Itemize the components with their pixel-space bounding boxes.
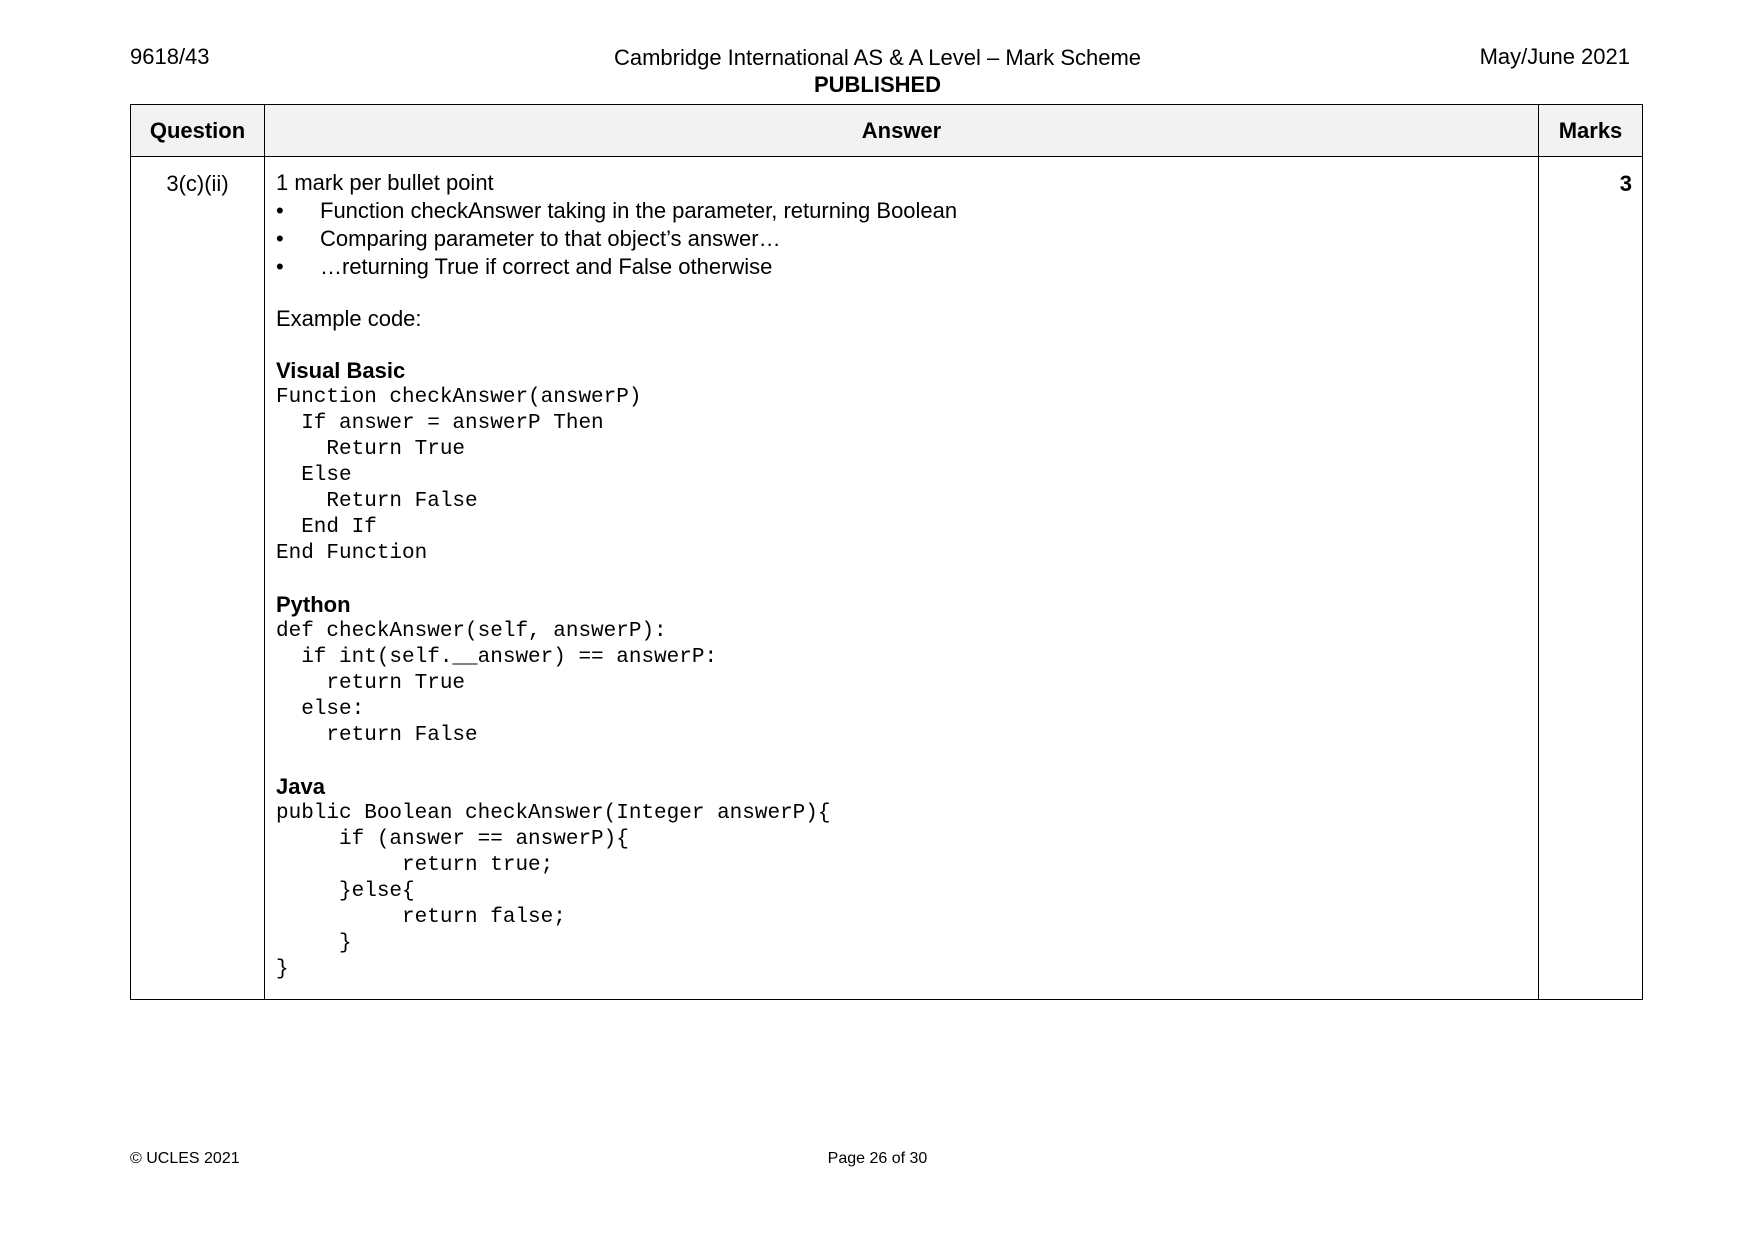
code-block-java: public Boolean checkAnswer(Integer answerP){ if (answer == answerP){ return true; }else{ return false; } } bbox=[276, 802, 831, 981]
bullet-item: • …returning True if correct and False otherwise bbox=[276, 253, 1528, 281]
example-code-label: Example code: bbox=[276, 306, 422, 331]
code-block-python: def checkAnswer(self, answerP): if int(self.__answer) == answerP: return True else: return False bbox=[276, 620, 718, 747]
bullet-item: • Function checkAnswer taking in the parameter, returning Boolean bbox=[276, 197, 1528, 225]
published-label: PUBLISHED bbox=[813, 72, 942, 97]
answer-cell bbox=[265, 157, 1539, 1000]
bullet-item: • Comparing parameter to that object’s answer… bbox=[276, 225, 1528, 253]
table-row bbox=[131, 157, 1643, 1000]
language-heading-python: Python bbox=[276, 592, 351, 617]
table-header-row bbox=[131, 105, 1643, 157]
code-block-vb: Function checkAnswer(answerP) If answer = answerP Then Return True Else Return False End If End Function bbox=[276, 386, 642, 565]
exam-session: May/June 2021 bbox=[1479, 44, 1630, 69]
mark-scheme-table bbox=[130, 104, 1643, 1000]
paper-code: 9618/43 bbox=[130, 44, 210, 69]
language-heading-vb: Visual Basic bbox=[276, 358, 406, 383]
language-heading-java: Java bbox=[276, 774, 325, 799]
document-title: Cambridge International AS & A Level – Mark Scheme bbox=[613, 45, 1142, 70]
copyright-footer: © UCLES 2021 bbox=[130, 1150, 240, 1167]
bullet-list bbox=[276, 197, 1528, 281]
answer-intro: 1 mark per bullet point bbox=[276, 170, 494, 195]
column-header-question: Question bbox=[131, 105, 265, 157]
question-number: 3(c)(ii) bbox=[131, 157, 265, 1000]
page-number: Page 26 of 30 bbox=[827, 1150, 928, 1167]
column-header-marks: Marks bbox=[1539, 105, 1643, 157]
column-header-answer: Answer bbox=[265, 105, 1539, 157]
marks-value: 3 bbox=[1539, 157, 1643, 1000]
